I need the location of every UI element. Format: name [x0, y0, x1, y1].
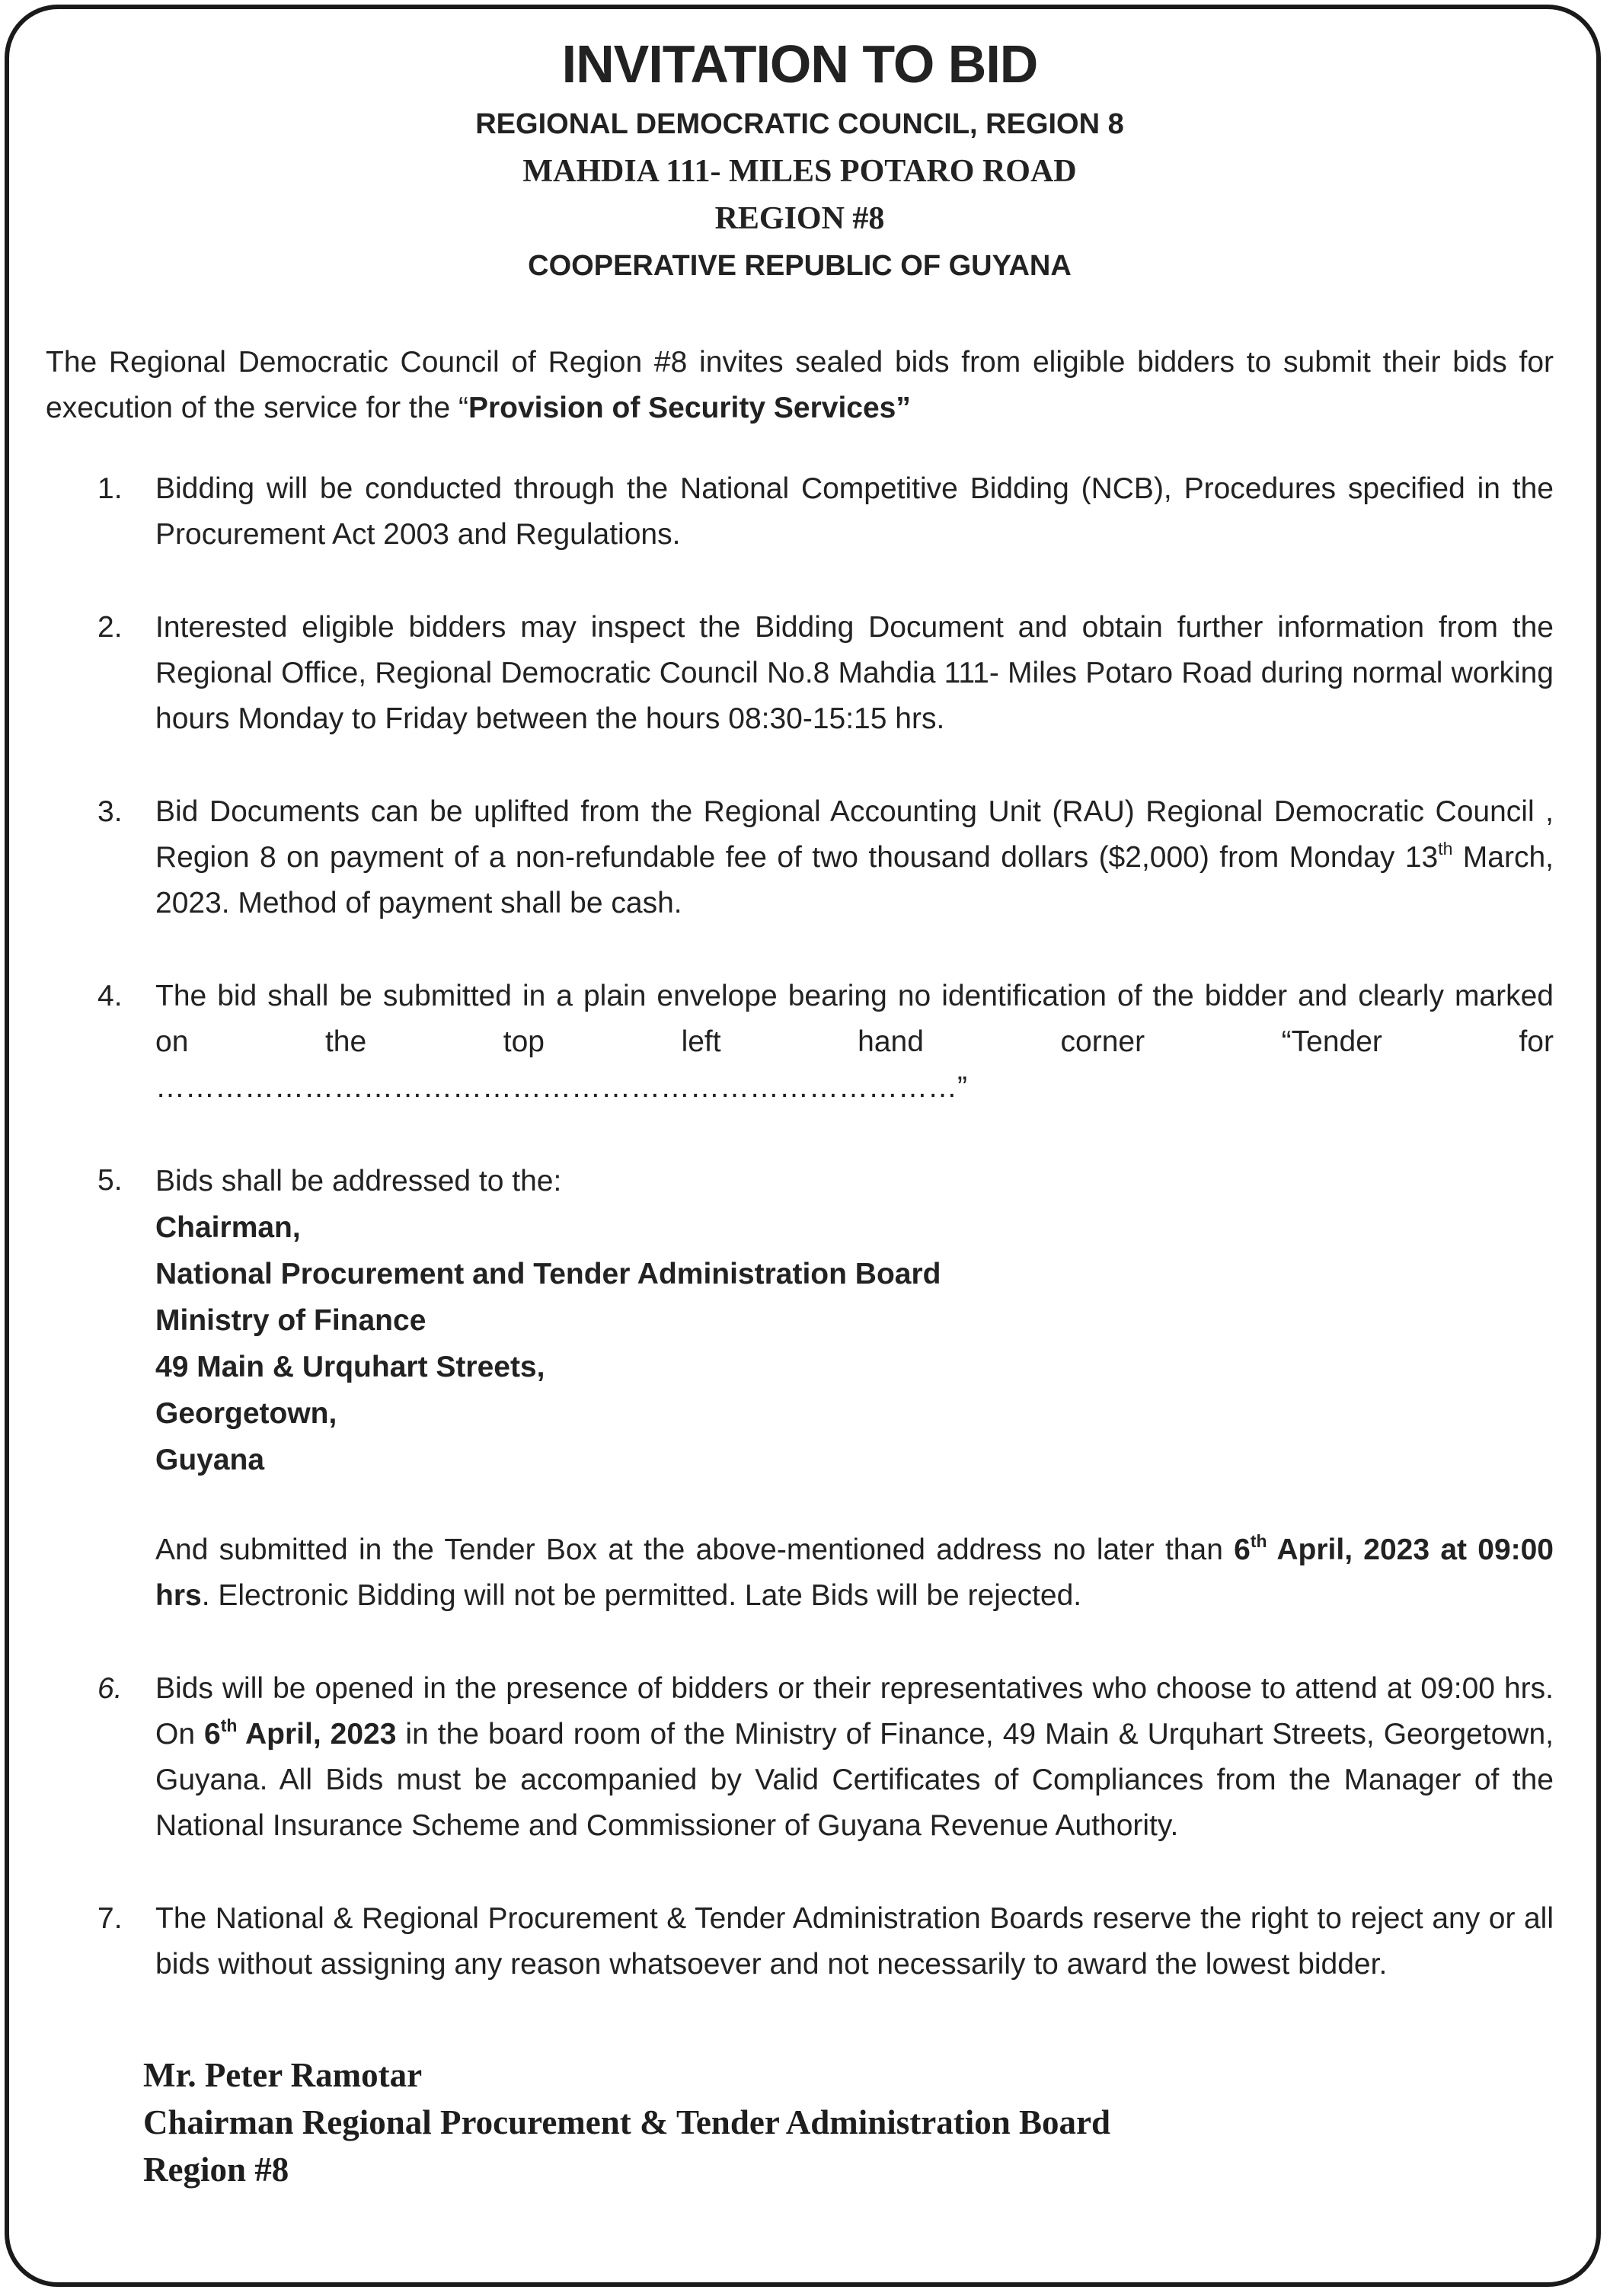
item-text: The National & Regional Procurement & Tender Administration Boards reserve the right to reject any or all bids without assigning any reason whatsoever and not necessarily to award the lowest bidder.: [155, 1902, 1554, 1981]
address-line: Chairman,: [155, 1211, 301, 1244]
tender-blank-dots: ………………………………………………………………………”: [155, 1071, 967, 1104]
address-line: Georgetown,: [155, 1397, 337, 1430]
header-address: MAHDIA 111- MILES POTARO ROAD: [522, 154, 1077, 189]
list-item: [46, 1666, 1554, 1849]
invitation-document: [46, 27, 1554, 2193]
header-region: REGION #8: [714, 201, 885, 236]
list-item: [46, 1158, 1554, 1619]
address-lead: Bids shall be addressed to the:: [155, 1165, 562, 1198]
item-text-part: . Electronic Bidding will not be permitted. Late Bids will be rejected.: [201, 1579, 1082, 1612]
list-item: [46, 466, 1554, 558]
item-text-part: And submitted in the Tender Box at the above-mentioned address no later than: [155, 1533, 1235, 1566]
document-title: INVITATION TO BID: [561, 34, 1038, 94]
item-text-part: Bids will be opened in the presence of bidders or their representatives who choose to attend at 09:00 hrs. On: [155, 1672, 1554, 1751]
list-item: [46, 974, 1554, 1111]
ordinal-suffix: th: [1438, 839, 1453, 859]
item-text: [155, 789, 1554, 926]
service-name: Provision of Security Services”: [468, 392, 911, 424]
item-text: Interested eligible bidders may inspect the Bidding Document and obtain further information from the Regional Office, Regional Democratic Council No.8 Mahdia 111- Miles Potaro Road during normal working hours Monday to Friday between the hours 08:30-15:15 hrs.: [155, 611, 1554, 735]
address-block: [155, 1204, 1554, 1483]
signatory-position: Chairman Regional Procurement & Tender Administration Board: [143, 2103, 1111, 2141]
item-number: 5.: [97, 1164, 123, 1197]
item-number: 2.: [97, 611, 123, 644]
item-number: 4.: [97, 980, 123, 1012]
address-line: National Procurement and Tender Administration Board: [155, 1258, 941, 1290]
signatory-region: Region #8: [143, 2151, 289, 2189]
item-number: 1.: [97, 472, 123, 505]
bid-conditions-list: [46, 466, 1554, 1987]
address-line: Guyana: [155, 1444, 265, 1476]
header-country: COOPERATIVE REPUBLIC OF GUYANA: [528, 250, 1072, 282]
signatory-name: Mr. Peter Ramotar: [143, 2056, 423, 2094]
address-line: 49 Main & Urquhart Streets,: [155, 1351, 545, 1383]
deadline-day: 6: [1234, 1533, 1251, 1566]
item-text-part: Bid Documents can be uplifted from the Regional Accounting Unit (RAU) Regional Democratic Council , Region 8 on payment of a non-refundable fee of two thousand dollars ($2,000) from Monday 13: [155, 795, 1554, 874]
deadline-date-time: April, 2023 at 09:00 hrs: [155, 1533, 1554, 1612]
signature-block: [143, 2051, 1554, 2193]
list-item: [46, 789, 1554, 926]
item-number: 7.: [97, 1902, 123, 1935]
item-text: The bid shall be submitted in a plain envelope bearing no identification of the bidder and clearly marked on the top left hand corner “Tender for: [155, 980, 1554, 1058]
item-text-part: in the board room of the Ministry of Finance, 49 Main & Urquhart Streets, Georgetown, Guyana. All Bids must be accompanied by Valid Certificates of Compliances from the Manager of the National Insurance Scheme and Commissioner of Guyana Revenue Authority.: [155, 1718, 1554, 1842]
ordinal-suffix: th: [1250, 1531, 1267, 1551]
item-text-part: March, 2023. Method of payment shall be cash.: [155, 841, 1554, 919]
list-item: [46, 605, 1554, 742]
item-text: [155, 1666, 1554, 1849]
intro-text: The Regional Democratic Council of Region #8 invites sealed bids from eligible bidders to submit their bids for execution of the service for the “: [46, 346, 1554, 424]
submission-deadline: [155, 1527, 1554, 1619]
opening-date: April, 2023: [237, 1718, 397, 1751]
list-item: [46, 1896, 1554, 1987]
item-text: Bidding will be conducted through the National Competitive Bidding (NCB), Procedures specified in the Procurement Act 2003 and Regulations.: [155, 472, 1554, 551]
item-number: 6.: [97, 1672, 123, 1705]
header-council: REGIONAL DEMOCRATIC COUNCIL, REGION 8: [475, 108, 1124, 140]
intro-paragraph: [46, 340, 1554, 431]
opening-day: 6: [204, 1718, 221, 1751]
ordinal-suffix: th: [220, 1716, 238, 1735]
item-number: 3.: [97, 795, 123, 828]
address-line: Ministry of Finance: [155, 1304, 426, 1337]
